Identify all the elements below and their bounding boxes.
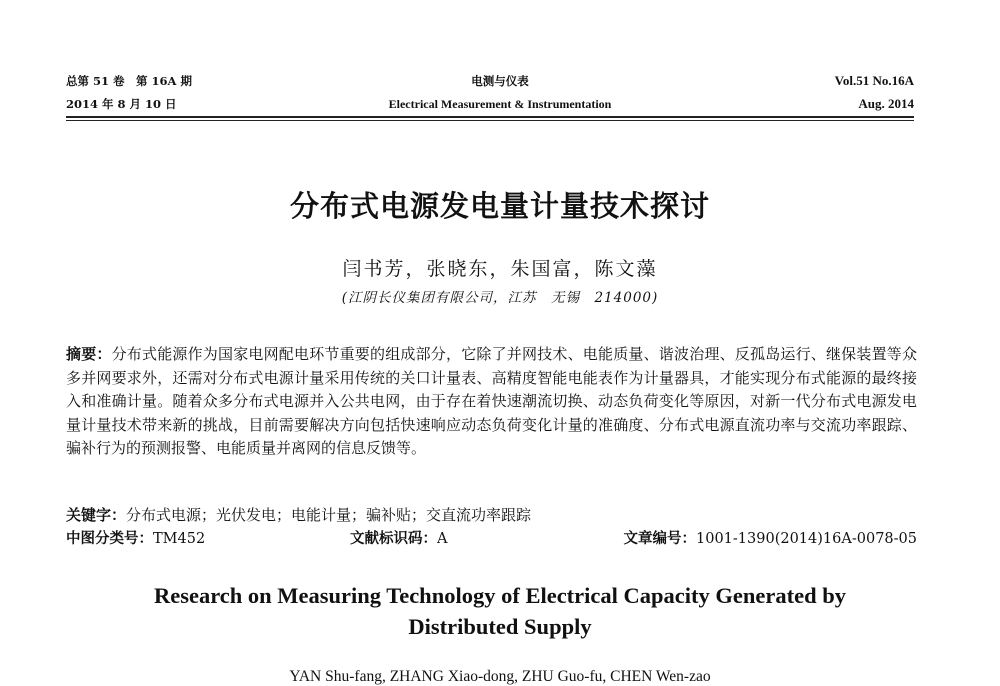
document-code-label: 文献标识码： xyxy=(350,531,437,547)
publish-date-cn: 2014 年 8 月 10 日 xyxy=(66,97,177,111)
header-rule-thin xyxy=(66,120,914,121)
paper-title-en-line2: Distributed Supply xyxy=(408,614,592,639)
journal-name-en: Electrical Measurement & Instrumentation xyxy=(388,97,612,111)
affiliation-cn: (江阴长仪集团有限公司，江苏 无锡 214000) xyxy=(341,290,659,306)
authors-cn: 闫书芳，张晓东，朱国富，陈文藻 xyxy=(342,258,658,280)
abstract-label: 摘要： xyxy=(66,345,112,363)
article-number xyxy=(624,529,918,549)
paper-title-en-line1: Research on Measuring Technology of Electrical Capacity Generated by xyxy=(153,583,847,608)
keywords xyxy=(66,505,917,525)
header-rule-thick xyxy=(66,116,914,118)
volume-info: Vol.51 No.16A xyxy=(834,73,914,88)
journal-name-cn: 电测与仪表 xyxy=(471,74,529,88)
issue-info: 总第 51 卷 第 16A 期 xyxy=(66,74,192,88)
paper-title-en xyxy=(0,580,1000,642)
paper-title-cn: 分布式电源发电量计量技术探讨 xyxy=(289,189,710,223)
abstract xyxy=(66,343,917,461)
document-code xyxy=(350,529,447,549)
classification-row xyxy=(66,529,917,551)
clc-label: 中图分类号： xyxy=(66,531,153,547)
clc-number xyxy=(66,529,205,549)
keywords-text: 分布式电源；光伏发电；电能计量；骗补贴；交直流功率跟踪 xyxy=(126,506,532,524)
keywords-label: 关键字： xyxy=(66,506,127,524)
clc-value: TM452 xyxy=(153,531,206,547)
abstract-text: 分布式能源作为国家电网配电环节重要的组成部分，它除了并网技术、电能质量、谐波治理、反孤岛运行、继保装置等众多并网要求外，还需对分布式电源计量采用传统的关口计量表、高精度智能电能表作为计量器具，才能实现分布式能源的最终接入和准确计量。随着众多分布式电源并入公共电网，由于存在着快速潮流切换、动态负荷变化等原因，对新一代分布式电源发电量计量技术带来新的挑战，目前需要解决方向包括快速响应动态负荷变化计量的准确度、分布式电源直流功率与交流功率跟踪、骗补行为的预测报警、电能质量并离网的信息反馈等。 xyxy=(66,345,917,457)
article-number-label: 文章编号： xyxy=(623,531,696,547)
publish-date-en: Aug. 2014 xyxy=(858,96,914,111)
article-number-value: 1001-1390(2014)16A-0078-05 xyxy=(696,531,917,547)
authors-en: YAN Shu-fang, ZHANG Xiao-dong, ZHU Guo-fu, CHEN Wen-zao xyxy=(289,668,711,685)
document-code-value: A xyxy=(437,531,448,547)
